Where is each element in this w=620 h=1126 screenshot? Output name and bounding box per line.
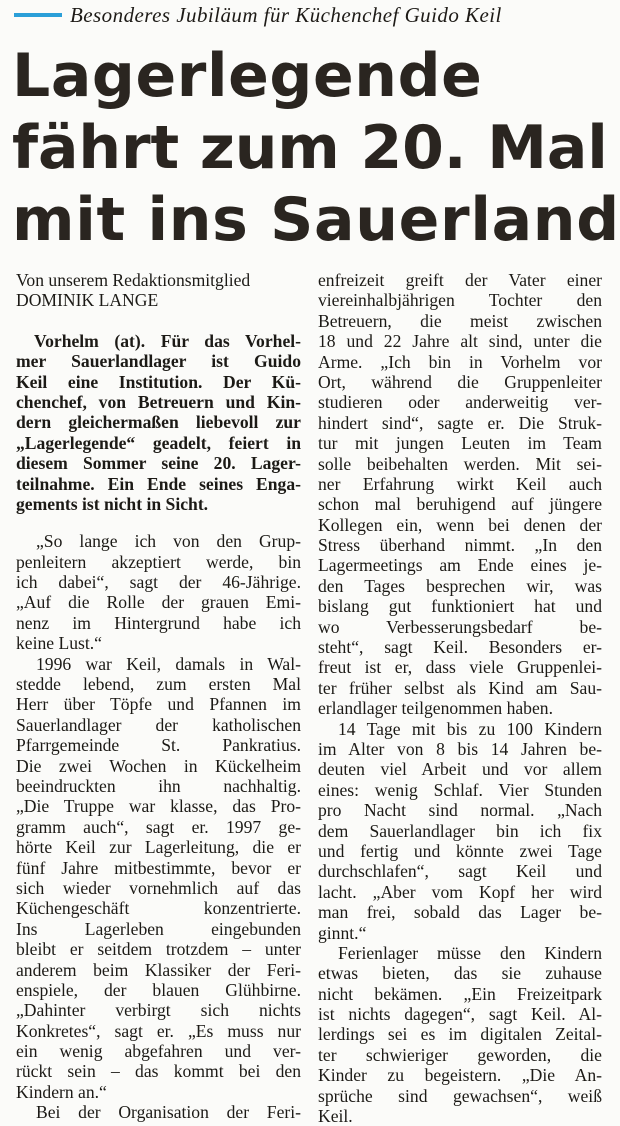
body-line: lacht. „Aber vom Kopf her wird [318,881,602,902]
body-line: „Die Truppe war klasse, das Pro- [16,796,301,817]
body-line: Lagermeetings am Ende eines je- [318,555,602,576]
body-line: schon mal beruhigend auf jüngere [318,494,602,515]
article-column-left [16,270,301,1123]
body-line: 1996 war Keil, damals in Wal- [36,653,301,674]
body-line: Arme. „Ich bin in Vorhelm vor [318,351,602,372]
body-line: Kinder zu begeistern. „Die An- [318,1065,602,1086]
body-line: Herr über Töpfe und Pfannen im [16,694,301,715]
headline-line: mit ins Sauerland [12,185,620,255]
body-line: sprüche sind gewachsen“, weiß [318,1085,602,1106]
body-line: Stress überhand nimmt. „In den [318,535,602,556]
body-line: „So lange ich von den Grup- [36,531,301,552]
body-line: 14 Tage mit bis zu 100 Kindern [338,718,602,739]
body-line: Konkretes“, sagt er. „Es muss nur [16,1020,301,1041]
body-line: viereinhalbjährigen Tochter den [318,290,602,311]
body-line: eines: wenig Schlaf. Vier Stunden [318,779,602,800]
body-line: „Dahinter verbirgt sich nichts [16,1000,301,1021]
article-headline [12,40,620,256]
body-line: ter schwieriger geworden, die [318,1044,602,1065]
body-line: hindert sind“, sagte er. Die Struk- [318,412,602,433]
body-line: tur mit jungen Leuten im Team [318,433,602,454]
body-line: Kindern an.“ [16,1081,107,1102]
body-line: und fertig und könnte zwei Tage [318,840,602,861]
body-line: ner Erfahrung wirkt Keil auch [318,473,602,494]
body-line: nenz im Hintergrund habe ich [16,612,301,633]
article-body-left [16,531,301,1122]
body-line: freut ist er, dass viele Gruppenlei- [318,657,602,678]
lead-line: dern gleichermaßen liebevoll zur [16,412,301,433]
body-line: 18 und 22 Jahre alt sind, unter die [318,331,602,352]
body-line: Küchengeschäft konzentrierte. [16,898,301,919]
body-line: Pfarrgemeinde St. Pankratius. [16,735,301,756]
body-line: steht“, sagt Keil. Besonders er- [318,637,602,658]
rubric-accent-bar [14,13,62,17]
body-line: rückt sein – das kommt bei den [16,1061,301,1082]
body-line: Ins Lagerleben eingebunden [16,918,301,939]
body-line: bislang gut funktioniert hat und [318,596,602,617]
headline-line: fährt zum 20. Mal [12,113,608,183]
body-line: wo Verbesserungsbedarf be- [318,616,602,637]
body-line: Ort, während die Gruppenleiter [318,371,602,392]
article-lead [16,331,301,515]
body-line: Kollegen ein, wenn bei denen der [318,514,602,535]
body-line: ein wenig abgefahren und ver- [16,1041,301,1062]
body-line: man frei, sobald das Lager be- [318,902,602,923]
body-line: bleibt er seitdem trotzdem – unter [16,939,301,960]
lead-line: chenchef, von Betreuern und Kin- [16,391,301,412]
body-line: enspiele, der blauen Glühbirne. [16,979,301,1000]
lead-line: teilnahme. Ein Ende seines Enga- [16,473,301,494]
lead-line: Keil eine Institution. Der Kü- [16,371,301,392]
body-line: etwas bieten, das sie zuhause [318,963,602,984]
body-line: Die zwei Wochen in Kückelheim [16,755,301,776]
body-line: Keil. [318,1106,353,1126]
byline [16,270,301,311]
body-line: Ferienlager müsse den Kindern [338,942,602,963]
body-line: beeindruckten ihn nachhaltig. [16,775,301,796]
byline-author: DOMINIK LANGE [16,290,159,311]
body-line: „Auf die Rolle der grauen Emi- [16,592,301,613]
lead-line: „Lagerlegende“ geadelt, feiert in [16,432,301,453]
body-line: enfreizeit greift der Vater einer [318,270,602,290]
lead-line: Vorhelm (at). Für das Vorhel- [34,330,301,351]
body-line: dem Sauerlandlager bin ich fix [318,820,602,841]
lead-line: diesem Sommer seine 20. Lager- [16,453,301,474]
body-line: penleitern akzeptiert werde, bin [16,551,301,572]
body-line: pro Nacht sind normal. „Nach [318,800,602,821]
body-line: lerdings sei es im digitalen Zeital- [318,1024,602,1045]
body-line: ginnt.“ [318,922,367,943]
body-line: keine Lust.“ [16,633,102,654]
body-line: Sauerlandlager der katholischen [16,714,301,735]
body-line: ist nichts dagegen“, sagt Keil. Al- [318,1004,602,1025]
body-line: deuten viel Arbeit und vor allem [318,759,602,780]
lead-line: mer Sauerlandlager ist Guido [16,351,301,372]
body-line: den Tages besprechen wir, was [318,575,602,596]
body-line: solle beibehalten werden. Mit sei- [318,453,602,474]
byline-label: Von unserem Redaktionsmitglied [16,270,251,290]
body-line: gramm auch“, sagt er. 1997 ge- [16,816,301,837]
body-line: studieren oder anderweitig ver- [318,392,602,413]
headline-line: Lagerlegende [12,41,483,111]
body-line: durchschlafen“, sagt Keil und [318,861,602,882]
body-line: ich dabei“, sagt der 46-Jährige. [16,572,301,593]
body-line: stedde lebend, zum ersten Mal [16,674,301,695]
body-line: erlandlager teilgenommen haben. [318,698,553,719]
body-line: Bei der Organisation der Feri- [36,1102,301,1123]
body-line: anderem beim Klassiker der Feri- [16,959,301,980]
article-column-right [318,270,602,1126]
lead-line: gements ist nicht in Sicht. [16,493,209,514]
body-line: sich wieder vornehmlich auf das [16,877,301,898]
article-rubric: Besonderes Jubiläum für Küchenchef Guido Keil [70,3,502,27]
article-body-right [318,270,602,1126]
body-line: nicht bekämen. „Ein Freizeitpark [318,983,602,1004]
body-line: fünf Jahre mitbestimmte, bevor er [16,857,301,878]
body-line: Betreuern, die meist zwischen [318,310,602,331]
body-line: hörte Keil zur Lagerleitung, die er [16,837,301,858]
body-line: ter früher selbst als Kind am Sau- [318,677,602,698]
body-line: im Alter von 8 bis 14 Jahren be- [318,738,602,759]
